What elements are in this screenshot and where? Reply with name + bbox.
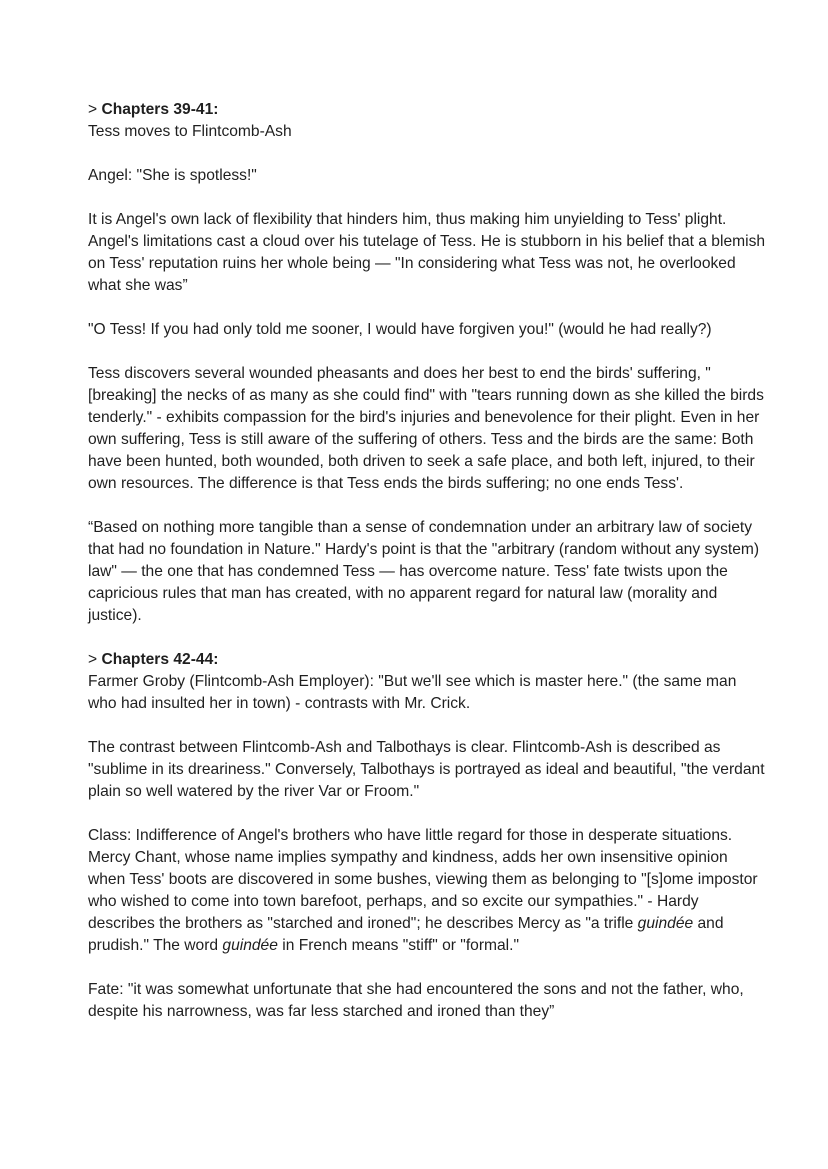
section-heading-39-41: [88, 99, 768, 121]
document-page: [88, 99, 768, 1023]
spacer: [88, 341, 768, 363]
paragraph-farmer-groby: Farmer Groby (Flintcomb-Ash Employer): "But we'll see which is master here." (the same man who had insulted her in town) - contrasts with Mr. Crick.: [88, 673, 737, 712]
spacer: [88, 143, 768, 165]
heading-text: Chapters 42-44:: [101, 651, 219, 668]
spacer: [88, 803, 768, 825]
class-text-part1: Class: Indifference of Angel's brothers who have little regard for those in desperate situations. Mercy Chant, whose name implies sympathy and kindness, adds her own insensitive opinion when Tess' boots are discovered in some bushes, viewing them as belonging to "[s]ome impostor who wished to come into town barefoot, perhaps, and so excite our sympathies." - Hardy describes the brothers as "starched and ironed"; he describes Mercy as "a trifle: [88, 827, 758, 932]
paragraph-arbitrary-law: “Based on nothing more tangible than a sense of condemnation under an arbitrary law of society that had no foundation in Nature." Hardy's point is that the "arbitrary (random without any system) law" — the one that has condemned Tess — has overcome nature. Tess' fate twists upon the capricious rules that man has created, with no apparent regard for natural law (morality and justice).: [88, 519, 760, 624]
section-heading-42-44: [88, 649, 768, 671]
paragraph-angel-flexibility: It is Angel's own lack of flexibility that hinders him, thus making him unyielding to Tess' plight. Angel's limitations cast a cloud over his tutelage of Tess. He is stubborn in his belief that a blemish on Tess' reputation ruins her whole being — "In considering what Tess was not, he overlooked what she was”: [88, 211, 766, 294]
class-text-part3: in French means "stiff" or "formal.": [277, 937, 520, 954]
heading-prefix: >: [88, 651, 102, 668]
angel-quote: Angel: "She is spotless!": [88, 167, 257, 184]
class-text-part2: and prudish." The word: [88, 915, 724, 954]
heading-text: Chapters 39-41:: [101, 101, 219, 118]
paragraph-contrast: The contrast between Flintcomb-Ash and Talbothays is clear. Flintcomb-Ash is described as "sublime in its dreariness." Conversely, Talbothays is portrayed as ideal and beautiful, "the verdant plain so well watered by the river Var or Froom.": [88, 739, 765, 800]
paragraph-pheasants: Tess discovers several wounded pheasants and does her best to end the birds' suffering, "[breaking] the necks of as many as she could find" with "tears running down as she killed the birds tenderly." - exhibits compassion for the bird's injuries and benevolence for their plight. Even in her own suffering, Tess is still aware of the suffering of others. Tess and the birds are the same: Both have been hunted, both wounded, both driven to seek a safe place, and both left, injured, to their own resources. The difference is that Tess ends the birds suffering; no one ends Tess'.: [88, 365, 764, 492]
spacer: [88, 627, 768, 649]
paragraph-tess-quote: "O Tess! If you had only told me sooner, I would have forgiven you!" (would he had really?): [88, 321, 712, 338]
spacer: [88, 297, 768, 319]
class-italic-guindee: guindée: [637, 915, 694, 932]
spacer: [88, 495, 768, 517]
spacer: [88, 715, 768, 737]
paragraph-fate: Fate: "it was somewhat unfortunate that she had encountered the sons and not the father, who, despite his narrowness, was far less starched and ironed than they”: [88, 981, 744, 1020]
class-italic-guindee-2: guindée: [222, 937, 278, 954]
heading-prefix: >: [88, 101, 102, 118]
paragraph-class: [88, 825, 768, 957]
spacer: [88, 957, 768, 979]
section-subtitle: Tess moves to Flintcomb-Ash: [88, 123, 292, 140]
spacer: [88, 187, 768, 209]
